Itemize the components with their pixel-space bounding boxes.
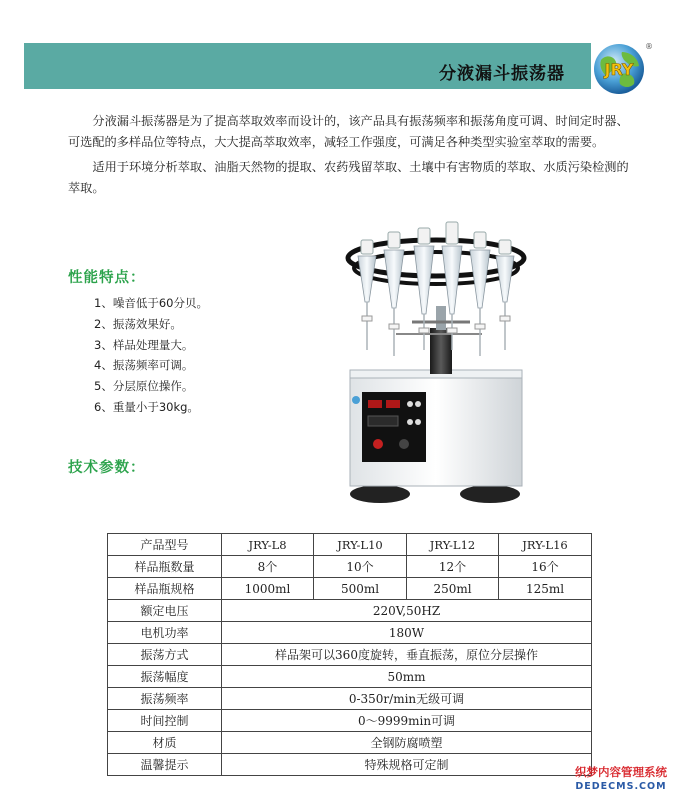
- table-cell: 8个: [222, 556, 314, 578]
- feature-item: 3、样品处理量大。: [94, 337, 194, 352]
- table-cell: 额定电压: [108, 600, 222, 622]
- table-cell: 样品瓶数量: [108, 556, 222, 578]
- table-cell: 50mm: [222, 666, 592, 688]
- table-row: [108, 622, 592, 644]
- table-cell: 12个: [407, 556, 499, 578]
- table-cell: 样品瓶规格: [108, 578, 222, 600]
- table-cell: 振荡方式: [108, 644, 222, 666]
- spec-table: [107, 533, 592, 776]
- table-row: [108, 600, 592, 622]
- table-cell: 全钢防腐喷塑: [222, 732, 592, 754]
- table-cell: 1000ml: [222, 578, 314, 600]
- jry-logo: [592, 42, 646, 96]
- table-row: [108, 534, 592, 556]
- table-cell: 0～9999min可调: [222, 710, 592, 732]
- watermark-en: DEDECMS.COM: [575, 781, 667, 792]
- page-title: 分液漏斗振荡器: [439, 64, 565, 84]
- table-row: [108, 754, 592, 776]
- table-cell: JRY-L16: [499, 534, 592, 556]
- table-cell: 电机功率: [108, 622, 222, 644]
- table-cell: 0-350r/min无级可调: [222, 688, 592, 710]
- table-cell: 16个: [499, 556, 592, 578]
- table-cell: 振荡频率: [108, 688, 222, 710]
- feature-item: 1、噪音低于60分贝。: [94, 296, 208, 310]
- table-row: [108, 732, 592, 754]
- table-cell: 220V,50HZ: [222, 600, 592, 622]
- table-cell: 125ml: [499, 578, 592, 600]
- table-cell: JRY-L12: [407, 534, 499, 556]
- feature-item: 5、分层原位操作。: [94, 379, 194, 394]
- table-cell: 产品型号: [108, 534, 222, 556]
- table-cell: 250ml: [407, 578, 499, 600]
- params-title: 技术参数：: [68, 460, 146, 476]
- watermark-cn: 织梦内容管理系统: [575, 765, 667, 779]
- registered-mark: ®: [645, 42, 653, 51]
- table-row: [108, 556, 592, 578]
- table-cell: 10个: [314, 556, 407, 578]
- watermark: [567, 764, 675, 792]
- feature-item: 4、振荡频率可调。: [94, 358, 194, 373]
- feature-item: 2、振荡效果好。: [94, 316, 182, 331]
- table-cell: 材质: [108, 732, 222, 754]
- table-row: [108, 644, 592, 666]
- intro-paragraph-2: 适用于环境分析萃取、油脂天然物的提取、农药残留萃取、土壤中有害物质的萃取、水质污染检测的萃取。: [68, 160, 629, 195]
- table-row: [108, 578, 592, 600]
- product-image: [332, 210, 538, 506]
- table-cell: 振荡幅度: [108, 666, 222, 688]
- table-row: [108, 688, 592, 710]
- logo-text: JRY: [604, 60, 634, 79]
- intro-text: [68, 111, 634, 199]
- features-title: 性能特点：: [68, 270, 146, 286]
- table-cell: 特殊规格可定制: [222, 754, 592, 776]
- table-cell: 时间控制: [108, 710, 222, 732]
- feature-item: 6、重量小于30kg。: [94, 399, 199, 414]
- table-cell: 500ml: [314, 578, 407, 600]
- header-band: [24, 43, 591, 89]
- intro-paragraph-1: 分液漏斗振荡器是为了提高萃取效率而设计的，该产品具有振荡频率和振荡角度可调、时间定时器、可选配的多样品位等特点，大大提高萃取效率，减轻工作强度，可满足各种类型实验室萃取的需要。: [68, 114, 629, 149]
- table-cell: JRY-L8: [222, 534, 314, 556]
- table-row: [108, 666, 592, 688]
- table-cell: 180W: [222, 622, 592, 644]
- features-list: [94, 293, 208, 418]
- table-cell: 温馨提示: [108, 754, 222, 776]
- table-cell: 样品架可以360度旋转，垂直振荡，原位分层操作: [222, 644, 592, 666]
- table-cell: JRY-L10: [314, 534, 407, 556]
- table-row: [108, 710, 592, 732]
